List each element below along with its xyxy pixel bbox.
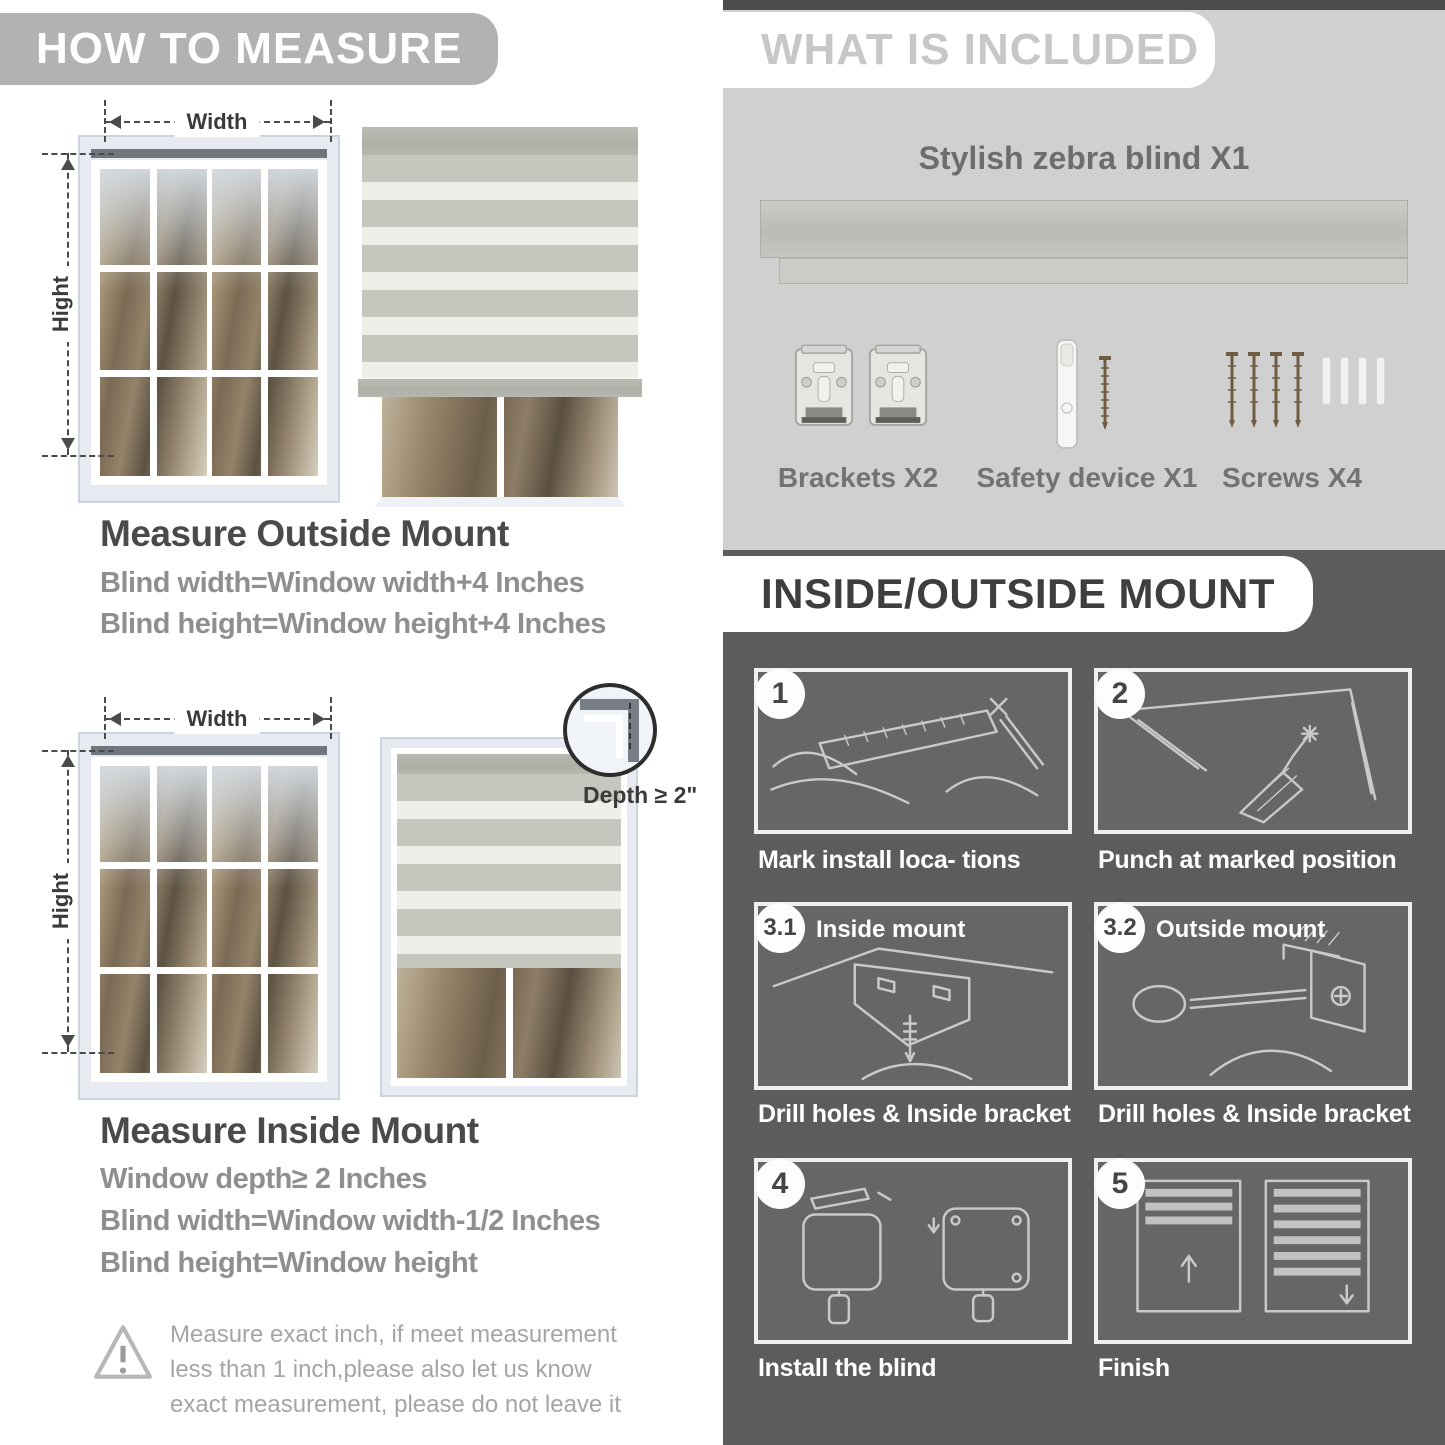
outside-mount-title: Measure Outside Mount bbox=[100, 513, 509, 554]
window-pane bbox=[100, 766, 207, 1073]
dim-tick bbox=[330, 100, 332, 142]
bracket-icon bbox=[866, 342, 930, 434]
window-lower-sash bbox=[374, 397, 626, 507]
safety-device-icon bbox=[1050, 336, 1084, 452]
window-illustration-outside bbox=[78, 135, 340, 503]
width-label: Width bbox=[175, 107, 260, 137]
step-4-illustration bbox=[760, 1164, 1066, 1338]
step-panel-1 bbox=[754, 668, 1072, 834]
height-label: Hight bbox=[47, 863, 75, 939]
step-panel-4 bbox=[754, 1158, 1072, 1344]
dim-tick bbox=[42, 153, 114, 155]
step-5-caption: Finish bbox=[1098, 1354, 1170, 1382]
dim-tick bbox=[42, 750, 114, 752]
what-is-included-header: WHAT IS INCLUDED bbox=[723, 12, 1215, 88]
window-pane bbox=[212, 169, 319, 476]
inside-outside-mount-header: INSIDE/OUTSIDE MOUNT bbox=[723, 556, 1313, 632]
screw-icon bbox=[1096, 352, 1114, 436]
headrail-valance bbox=[779, 258, 1408, 284]
step-number-badge: 1 bbox=[755, 669, 805, 719]
window-pane bbox=[212, 766, 319, 1073]
height-arrow-inside bbox=[48, 750, 74, 1052]
step-number-badge: 4 bbox=[755, 1159, 805, 1209]
outside-rule-1: Blind width=Window width+4 Inches bbox=[100, 567, 585, 599]
step-3-2-caption: Drill holes & Inside bracket bbox=[1098, 1100, 1411, 1128]
window-lower-sash bbox=[397, 968, 621, 1078]
step-panel-2 bbox=[1094, 668, 1412, 834]
step-number-badge: 2 bbox=[1095, 669, 1145, 719]
dim-tick bbox=[42, 1052, 114, 1054]
dim-tick bbox=[330, 697, 332, 739]
wall-anchors-icon bbox=[1318, 354, 1390, 426]
outside-rule-2: Blind height=Window height+4 Inches bbox=[100, 608, 606, 640]
headrail-image bbox=[760, 200, 1408, 258]
step-2-caption: Punch at marked position bbox=[1098, 846, 1397, 874]
inside-rule-2: Blind width=Window width-1/2 Inches bbox=[100, 1205, 601, 1237]
depth-magnifier bbox=[563, 683, 657, 777]
height-arrow-outside bbox=[48, 153, 74, 455]
brackets-label: Brackets X2 bbox=[777, 462, 939, 493]
how-to-measure-header: HOW TO MEASURE bbox=[0, 13, 498, 85]
inside-rule-1: Window depth≥ 2 Inches bbox=[100, 1163, 427, 1195]
step-panel-3-2 bbox=[1094, 902, 1412, 1090]
blind-bottomrail bbox=[358, 379, 642, 397]
blind-fabric bbox=[362, 155, 638, 379]
width-arrow-outside bbox=[104, 109, 330, 134]
step-1-caption: Mark install loca- tions bbox=[758, 846, 1021, 874]
inside-mount-title: Measure Inside Mount bbox=[100, 1110, 479, 1151]
dim-tick bbox=[42, 455, 114, 457]
window-pane bbox=[100, 169, 207, 476]
dim-tick bbox=[104, 100, 106, 142]
step-number-badge: 3.2 bbox=[1095, 903, 1145, 953]
height-label: Hight bbox=[47, 266, 75, 342]
step-2-illustration bbox=[1100, 674, 1406, 828]
depth-dash-line bbox=[629, 703, 631, 749]
depth-label: Depth ≥ 2" bbox=[583, 782, 698, 808]
step-panel-5 bbox=[1094, 1158, 1412, 1344]
dim-tick bbox=[104, 697, 106, 739]
warning-note: Measure exact inch, if meet measurement less than 1 inch,please also let us know exact measurement, please do not leave it bbox=[170, 1321, 621, 1418]
blind-headrail bbox=[362, 127, 638, 155]
product-title: Stylish zebra blind X1 bbox=[918, 140, 1250, 176]
step-5-illustration bbox=[1100, 1164, 1406, 1338]
frame-corner-inner bbox=[584, 715, 623, 758]
window-lintel bbox=[91, 149, 327, 158]
safety-device-label: Safety device X1 bbox=[976, 462, 1198, 493]
warning-triangle-icon bbox=[90, 1320, 156, 1386]
step-number-badge: 5 bbox=[1095, 1159, 1145, 1209]
screws-icon bbox=[1222, 348, 1310, 436]
step-3-2-title: Outside mount bbox=[1156, 916, 1326, 943]
screws-label: Screws X4 bbox=[1221, 462, 1363, 493]
step-panel-3-1 bbox=[754, 902, 1072, 1090]
step-1-illustration bbox=[760, 674, 1066, 828]
bracket-icon bbox=[792, 342, 856, 434]
step-number-badge: 3.1 bbox=[755, 903, 805, 953]
top-divider-bar bbox=[723, 0, 1445, 10]
step-4-caption: Install the blind bbox=[758, 1354, 937, 1382]
window-lintel bbox=[91, 746, 327, 755]
width-label: Width bbox=[175, 704, 260, 734]
step-3-1-caption: Drill holes & Inside bracket bbox=[758, 1100, 1071, 1128]
step-3-1-title: Inside mount bbox=[816, 916, 966, 943]
width-arrow-inside bbox=[104, 706, 330, 731]
blind-illustration-outside bbox=[362, 127, 638, 507]
inside-rule-3: Blind height=Window height bbox=[100, 1247, 478, 1279]
window-illustration-inside bbox=[78, 732, 340, 1100]
